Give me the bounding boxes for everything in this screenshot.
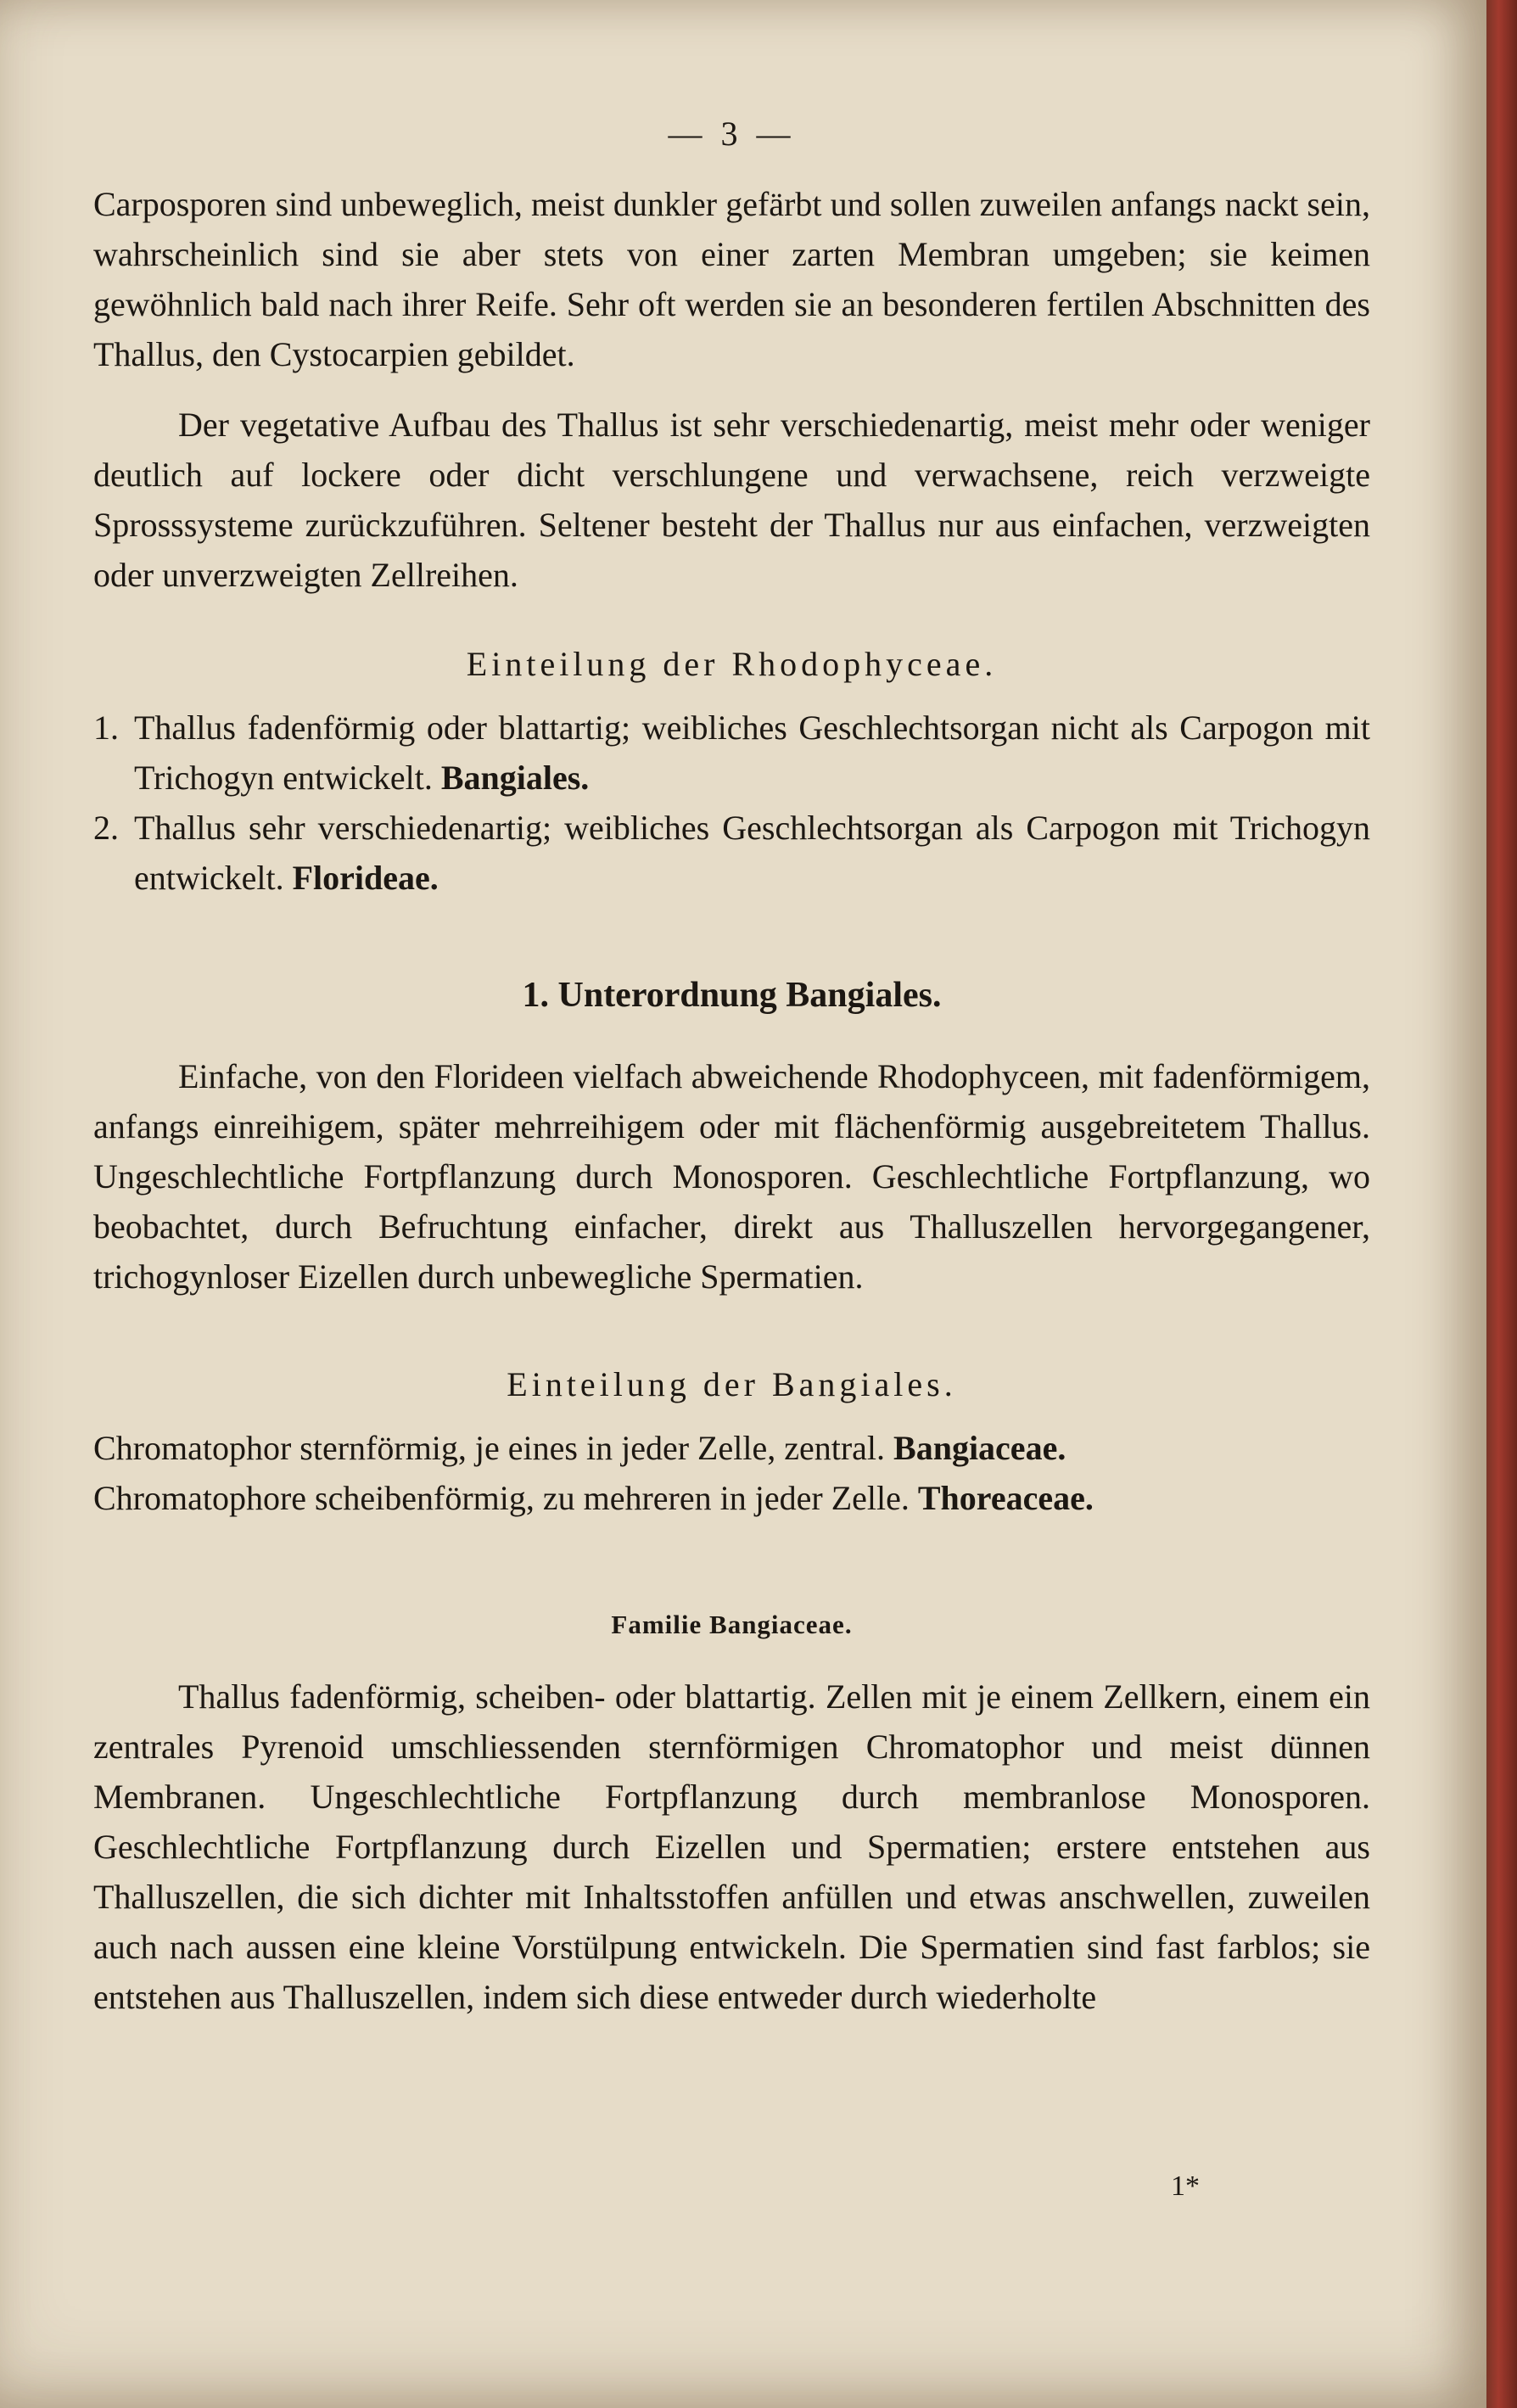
- page-content: [93, 109, 1370, 2022]
- heading-einteilung-bangiales: Einteilung der Bangiales.: [507, 1365, 957, 1403]
- paragraph-vegetative-aufbau: Der vegetative Aufbau des Thallus ist sehr verschiedenartig, meist mehr oder weniger deutlich auf lockere oder dicht verschlungene und verwachsene, reich verzweigte Sprosssysteme zurückzuführen. Seltener besteht der Thallus nur aus einfachen, verzweigten oder unverzweigten Zellreihen.: [93, 406, 1370, 594]
- heading-unterordnung-bangiales: 1. Unterordnung Bangiales.: [522, 976, 942, 1015]
- key-line-description: Chromatophore scheibenförmig, zu mehreren in jeder Zelle.: [93, 1479, 910, 1517]
- key-item: [93, 703, 1370, 803]
- heading-familie-bangiaceae: Familie Bangiaceae.: [611, 1610, 853, 1639]
- page-number: — 3 —: [668, 115, 796, 153]
- key-item-number: 2.: [93, 809, 119, 847]
- key-item-taxon: Florideae.: [292, 859, 439, 897]
- key-item-description: Thallus sehr verschiedenartig; weibliches Geschlechtsorgan als Carpogon mit Trichogyn entwickelt.: [134, 809, 1370, 897]
- heading-einteilung-rhodophyceae: Einteilung der Rhodophyceae.: [466, 645, 998, 683]
- key-line: [93, 1423, 1370, 1473]
- key-line-taxon: Bangiaceae.: [893, 1429, 1066, 1467]
- key-item-taxon: Bangiales.: [440, 759, 590, 797]
- key-item-text: [134, 703, 1370, 803]
- key-line-description: Chromatophor sternförmig, je eines in jeder Zelle, zentral.: [93, 1429, 886, 1467]
- signature-mark: 1*: [1171, 2170, 1200, 2202]
- key-item-description: Thallus fadenförmig oder blattartig; weibliches Geschlechtsorgan nicht als Carpogon mit Trichogyn entwickelt.: [134, 708, 1370, 797]
- book-edge: [1486, 0, 1517, 2408]
- key-item-text: [134, 803, 1370, 903]
- key-line-taxon: Thoreaceae.: [917, 1479, 1094, 1517]
- paragraph-thallus-fadenfoermig: Thallus fadenförmig, scheiben- oder blattartig. Zellen mit je einem Zellkern, einem ein zentrales Pyrenoid umschliessenden sternförmigen Chromatophor und meist dünnen Membranen. Ungeschlechtliche Fortpflanzung durch membranlose Monosporen. Geschlechtliche Fortpflanzung durch Eizellen und Spermatien; erstere entstehen aus Thalluszellen, die sich dichter mit Inhaltsstoffen anfüllen und etwas anschwellen, zuweilen auch nach aussen eine kleine Vorstülpung entwickeln. Die Spermatien sind fast farblos; sie entstehen aus Thalluszellen, indem sich diese entweder durch wiederholte: [93, 1677, 1370, 2016]
- paragraph-carposporen: Carposporen sind unbeweglich, meist dunkler gefärbt und sollen zuweilen anfangs nackt sein, wahrscheinlich sind sie aber stets von einer zarten Membran umgeben; sie keimen gewöhnlich bald nach ihrer Reife. Sehr oft werden sie an besonderen fertilen Abschnitten des Thallus, den Cystocarpien gebildet.: [93, 185, 1370, 373]
- key-item: [93, 803, 1370, 903]
- key-item-number: 1.: [93, 708, 119, 747]
- key-line: [93, 1473, 1370, 1523]
- paragraph-einfache: Einfache, von den Florideen vielfach abweichende Rhodophyceen, mit fadenförmigem, anfangs einreihigem, später mehrreihigem oder mit flächenförmig ausgebreitetem Thallus. Ungeschlechtliche Fortpflanzung durch Monosporen. Geschlechtliche Fortpflanzung, wo beobachtet, durch Befruchtung einfacher, direkt aus Thalluszellen hervorgegangener, trichogynloser Eizellen durch unbewegliche Spermatien.: [93, 1057, 1370, 1296]
